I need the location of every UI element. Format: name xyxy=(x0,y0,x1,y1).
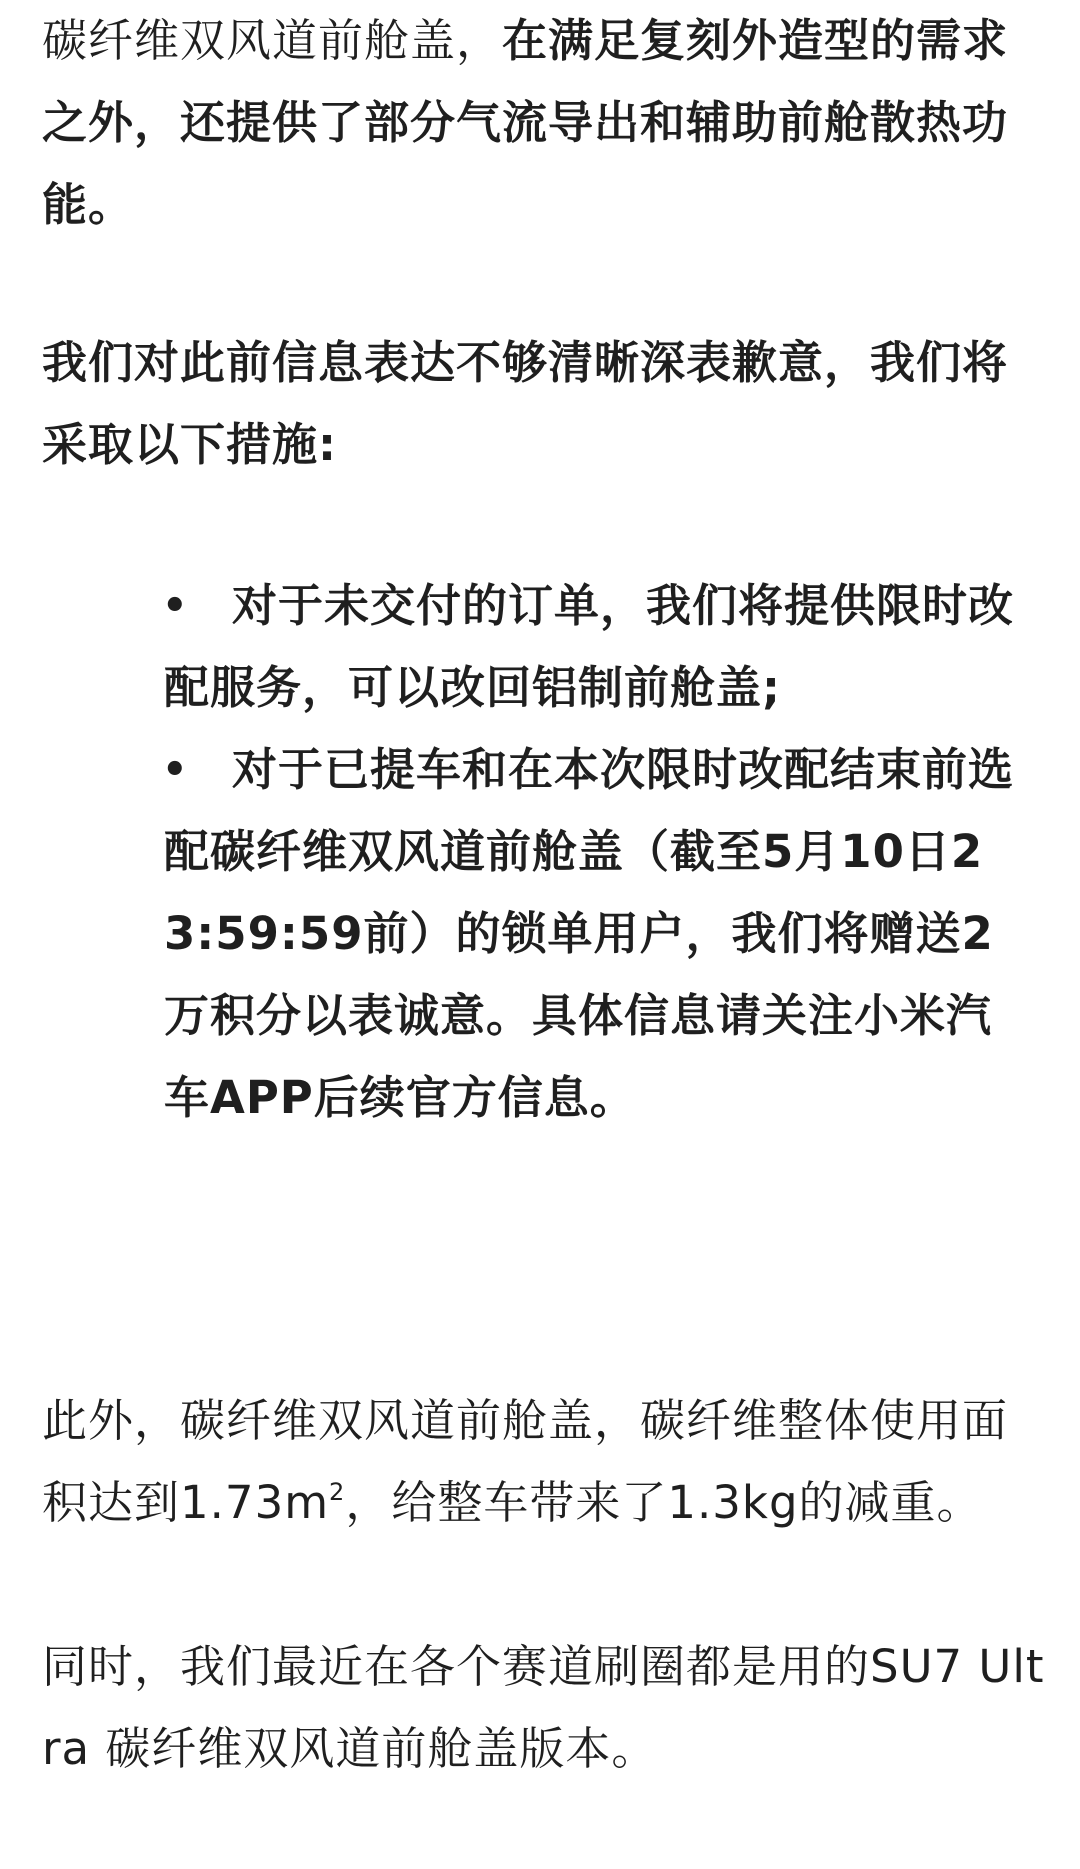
paragraph-weight xyxy=(42,1380,1052,1544)
intro-bold-text: 在满足复刻外造型的需求之外，还提供了部分气流导出和辅助前舱散热功能。 xyxy=(42,14,1009,231)
weight-text-before: 此外，碳纤维双风道前舱盖，碳纤维整体使用面积达到1.73m xyxy=(42,1394,1009,1529)
list-item xyxy=(164,565,1024,729)
intro-normal-text: 碳纤维双风道前舱盖， xyxy=(42,14,503,67)
paragraph-track: 同时，我们最近在各个赛道刷圈都是用的SU7 Ultra 碳纤维双风道前舱盖版本。 xyxy=(42,1640,1045,1775)
bullet-icon: • xyxy=(162,583,189,629)
list-item-text: 对于已提车和在本次限时改配结束前选配碳纤维双风道前舱盖（截至5月10日23:59:59前）的锁单用户，我们将赠送2万积分以表诚意。具体信息请关注小米汽车APP后续官方信息。 xyxy=(164,743,1015,1124)
bullet-icon: • xyxy=(162,747,189,793)
list-item xyxy=(164,729,1024,1139)
area-superscript: 2 xyxy=(329,1478,346,1506)
weight-text-after: ，给整车带来了1.3kg的减重。 xyxy=(345,1476,983,1529)
list-item-text: 对于未交付的订单，我们将提供限时改配服务，可以改回铝制前舱盖; xyxy=(164,579,1015,714)
paragraph-apology: 我们对此前信息表达不够清晰深表歉意，我们将采取以下措施: xyxy=(42,336,1009,471)
measures-list xyxy=(164,565,1024,1139)
paragraph-intro xyxy=(42,0,1052,246)
